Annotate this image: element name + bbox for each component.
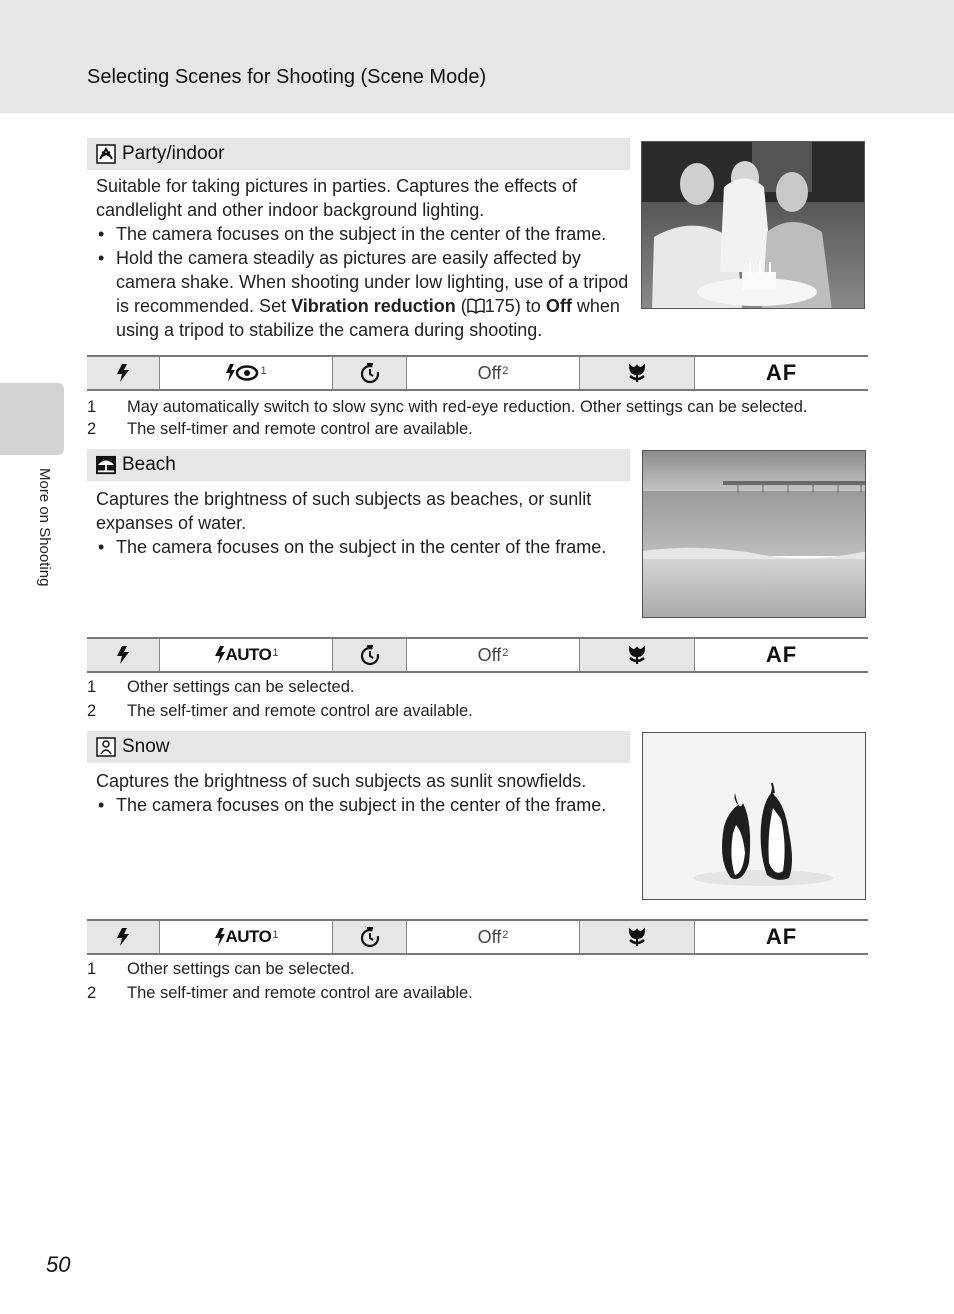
footnote-marker: 1 [272, 647, 279, 659]
section-title: Beach [122, 454, 176, 475]
section-heading-beach [87, 449, 630, 481]
macro-icon [626, 362, 648, 384]
side-tab [0, 383, 64, 455]
section-description-snow [96, 769, 630, 817]
footnote-marker: 2 [502, 365, 509, 377]
focus-value-cell [695, 921, 868, 953]
footnote-marker: 1 [272, 929, 279, 941]
self-timer-icon [359, 644, 381, 666]
footnote: 1 Other settings can be selected. [87, 960, 355, 978]
flash-mode-cell [87, 639, 160, 671]
footnotes-snow [87, 958, 877, 1004]
self-timer-value: Off [477, 362, 502, 383]
self-timer-value: Off [477, 926, 502, 947]
bullet-item: • The camera focuses on the subject in the center of the frame. [96, 535, 630, 559]
self-timer-icon [359, 362, 381, 384]
flash-icon [114, 927, 132, 947]
section-heading-snow [87, 731, 630, 763]
snow-icon [96, 737, 116, 757]
self-timer-value-cell [407, 639, 580, 671]
self-timer-value-cell [407, 921, 580, 953]
side-tab-label: More on Shooting [36, 468, 53, 587]
party-indoor-icon [96, 144, 116, 164]
macro-mode-cell [580, 639, 695, 671]
self-timer-value: Off [477, 644, 502, 665]
footnote: 1 Other settings can be selected. [87, 678, 355, 696]
self-timer-cell [333, 639, 407, 671]
description-text: Suitable for taking pictures in parties. Captures the effects of candlelight and other indoor background lighting. [96, 176, 577, 220]
focus-value-cell [695, 639, 868, 671]
flash-icon [114, 645, 132, 665]
page-header [0, 0, 954, 113]
self-timer-cell [333, 357, 407, 389]
flash-auto-icon [214, 927, 226, 947]
af-label: AF [765, 642, 798, 667]
section-description-party [96, 174, 630, 342]
footnotes-beach [87, 676, 877, 722]
flash-mode-cell [87, 921, 160, 953]
footnote-marker: 1 [260, 365, 267, 377]
self-timer-icon [359, 926, 381, 948]
af-label: AF [765, 360, 798, 385]
page-reference: 175 [484, 296, 515, 316]
footnotes-party [87, 396, 877, 440]
flash-mode-cell [87, 357, 160, 389]
focus-value-cell [695, 357, 868, 389]
flash-value-cell [160, 357, 333, 389]
bullet-item: • The camera focuses on the subject in the center of the frame. [96, 793, 630, 817]
section-title: Party/indoor [122, 143, 225, 164]
vibration-reduction-label: Vibration reduction [291, 296, 456, 316]
flash-value-cell [160, 921, 333, 953]
macro-icon [626, 644, 648, 666]
page-title: Selecting Scenes for Shooting (Scene Mode) [87, 66, 487, 88]
book-reference-icon [467, 294, 485, 318]
page-number: 50 [46, 1252, 71, 1277]
flash-icon [114, 363, 132, 383]
section-description-beach [96, 487, 630, 559]
macro-icon [626, 926, 648, 948]
flash-auto-label: AUTO [225, 927, 272, 946]
snow-photo [642, 732, 866, 900]
footnote: 2 The self-timer and remote control are available. [87, 702, 473, 720]
flash-auto-icon [214, 645, 226, 665]
macro-mode-cell [580, 357, 695, 389]
party-photo [641, 141, 865, 309]
off-label: Off [545, 296, 572, 316]
settings-table-beach [87, 637, 868, 673]
footnote-marker: 2 [502, 929, 509, 941]
settings-table-snow [87, 919, 868, 955]
description-text: Captures the brightness of such subjects as beaches, or sunlit expanses of water. [96, 489, 592, 533]
flash-value-cell [160, 639, 333, 671]
footnote: 2 The self-timer and remote control are available. [87, 420, 473, 438]
self-timer-value-cell [407, 357, 580, 389]
description-text: Captures the brightness of such subjects as sunlit snowfields. [96, 771, 587, 791]
macro-mode-cell [580, 921, 695, 953]
section-title: Snow [122, 736, 170, 757]
footnote: 1 May automatically switch to slow sync with red-eye reduction. Other settings can be selected. [87, 398, 808, 416]
beach-icon [96, 455, 116, 475]
bullet-item: • The camera focuses on the subject in the center of the frame. [96, 222, 630, 246]
settings-table-party [87, 355, 868, 391]
section-heading-party [87, 138, 630, 170]
flash-auto-label: AUTO [225, 645, 272, 664]
self-timer-cell [333, 921, 407, 953]
footnote-marker: 2 [502, 647, 509, 659]
footnote: 2 The self-timer and remote control are available. [87, 984, 473, 1002]
af-label: AF [765, 924, 798, 949]
bullet-item: • Hold the camera steadily as pictures are easily affected by camera shake. When shooting under low lighting, use of a tripod is recommended. Set Vibration reduction ( 175) to Off when using a tripod to stabilize the camera during shooting. [96, 246, 630, 342]
beach-photo [642, 450, 866, 618]
red-eye-flash-icon [225, 363, 259, 383]
